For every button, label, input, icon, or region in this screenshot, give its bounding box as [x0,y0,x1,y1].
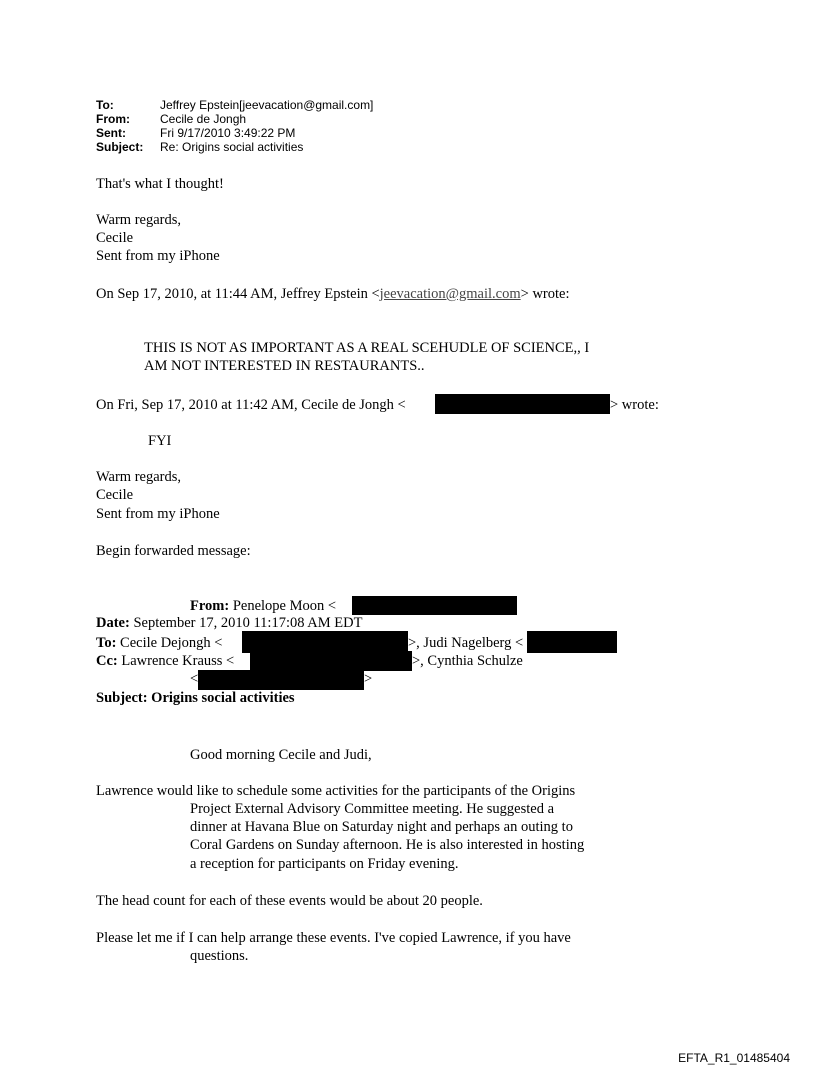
fwd-to-value2: >, Judi Nagelberg < [408,635,524,651]
redaction-box [198,670,364,690]
fwd-cc-row-start [96,652,234,670]
fwd-to-label: To: [96,635,117,651]
quote1-intro-before: On Sep 17, 2010, at 11:44 AM, Jeffrey Epstein < [96,286,380,302]
message-p2: The head count for each of these events would be about 20 people. [96,893,483,909]
quote1-email-link[interactable]: jeevacation@gmail.com [379,286,521,302]
quote2-intro-before: On Fri, Sep 17, 2010 at 11:42 AM, Cecile de Jongh < [96,397,406,413]
fwd-cc-value3-open: < [190,671,199,687]
reply-name: Cecile [96,230,134,246]
message-p3-line2: questions. [190,948,249,964]
redaction-box [250,651,412,671]
fwd-cc-value2: >, Cynthia Schulze [412,653,523,669]
quote1-intro-after: > wrote: [520,286,570,302]
message-p1-line4: Coral Gardens on Sunday afternoon. He is also interested in hosting [190,837,585,853]
fwd-from-label: From: [190,598,230,614]
fwd-cc-value3-close: > [364,671,373,687]
message-p3-line1: Please let me if I can help arrange these events. I've copied Lawrence, if you have [96,930,571,946]
message-p1-line2: Project External Advisory Committee meeting. He suggested a [190,801,555,817]
fwd-cc-label: Cc: [96,653,118,669]
quote2-name: Cecile [96,487,134,503]
fwd-date-row [96,614,362,632]
quote1-intro [96,285,570,303]
header-sent-value: Fri 9/17/2010 3:49:22 PM [160,126,296,140]
message-p1-line1: Lawrence would like to schedule some activities for the participants of the Origins [96,783,576,799]
fwd-cc-value1: Lawrence Krauss < [121,653,235,669]
fwd-subject-label: Subject: Origins social activities [96,690,295,706]
redaction-box [435,394,610,414]
redaction-box [527,631,617,653]
header-to-value: Jeffrey Epstein[jeevacation@gmail.com] [160,98,374,112]
header-from-value: Cecile de Jongh [160,112,247,126]
fwd-from-value: Penelope Moon < [232,598,337,614]
fwd-date-value: September 17, 2010 11:17:08 AM EDT [133,615,363,631]
message-p1-line5: a reception for participants on Friday evening. [190,856,459,872]
message-greeting: Good morning Cecile and Judi, [190,747,372,763]
quote2-intro-after: > wrote: [610,397,659,413]
quote2-forwarded: Begin forwarded message: [96,543,251,559]
quote2-closing: Warm regards, [96,469,181,485]
reply-body: That's what I thought! [96,176,224,192]
fwd-to-value1: Cecile Dejongh < [120,635,223,651]
reply-sent-from: Sent from my iPhone [96,248,220,264]
header-sent-label: Sent: [96,126,126,140]
quote2-sent-from: Sent from my iPhone [96,506,220,522]
email-header [96,98,516,158]
quote2-fyi: FYI [148,433,172,449]
fwd-to-row-start [96,634,222,652]
header-from-label: From: [96,112,130,126]
header-to-label: To: [96,98,114,112]
redaction-box [242,631,408,653]
quote1-body-line2: AM NOT INTERESTED IN RESTAURANTS.. [144,358,425,374]
redaction-box [352,596,517,615]
message-p1-line3: dinner at Havana Blue on Saturday night and perhaps an outing to [190,819,573,835]
reply-closing: Warm regards, [96,212,181,228]
header-subject-label: Subject: [96,140,144,154]
document-id: EFTA_R1_01485404 [678,1051,790,1065]
quote1-body-line1: THIS IS NOT AS IMPORTANT AS A REAL SCEHUDLE OF SCIENCE,, I [144,340,590,356]
fwd-from-row [190,597,336,615]
fwd-subject [96,689,295,707]
header-subject-value: Re: Origins social activities [160,140,304,154]
fwd-date-label: Date: [96,615,130,631]
